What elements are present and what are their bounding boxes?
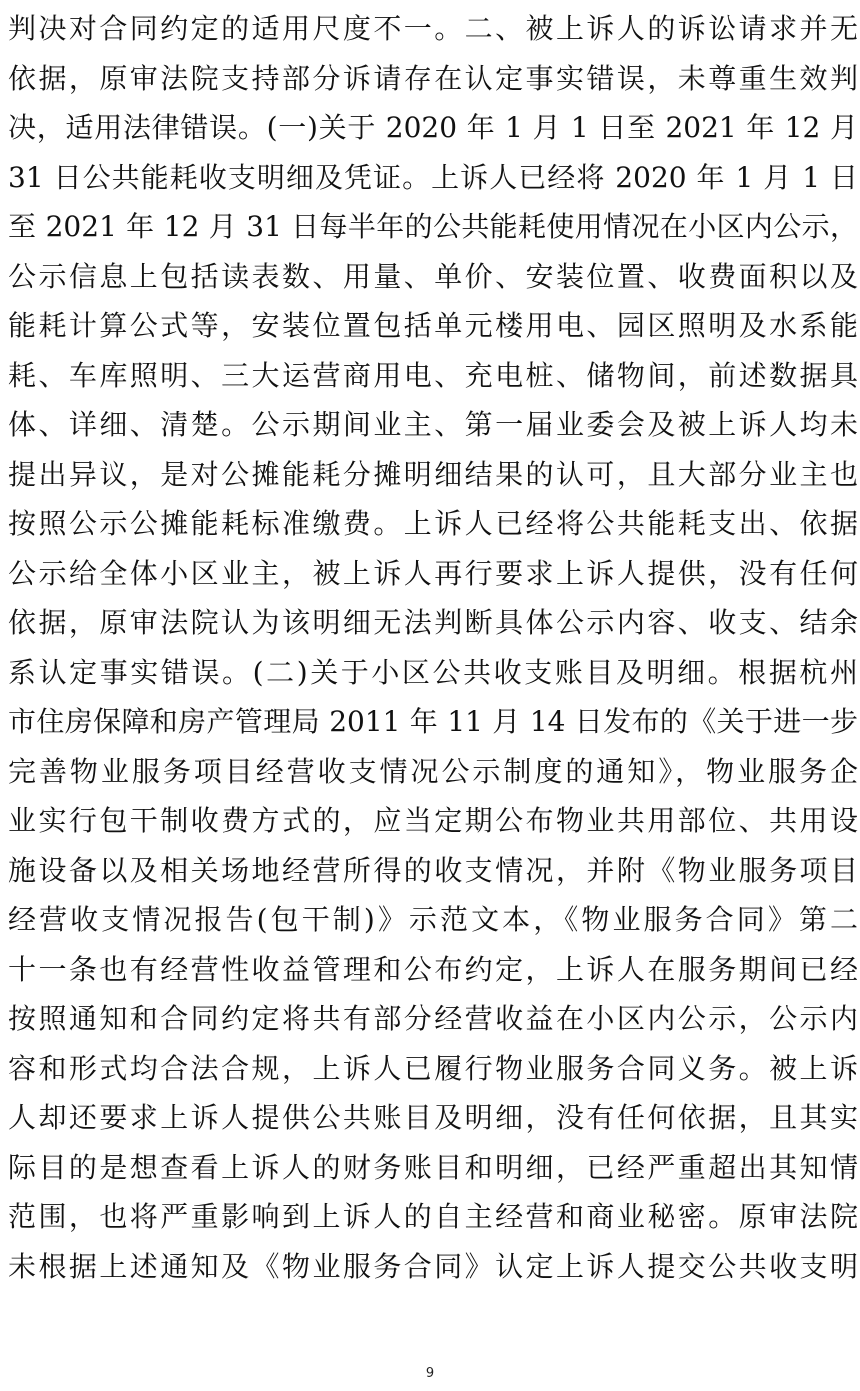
text-line: 体、详细、清楚。公示期间业主、第一届业委会及被上诉人均未 <box>8 408 858 441</box>
text-line: 际目的是想查看上诉人的财务账目和明细，已经严重超出其知情 <box>8 1150 858 1184</box>
page-number: 9 <box>425 1366 435 1381</box>
text-line: 31 日公共能耗收支明细及凭证。上诉人已经将 2020 年 1 月 1 日 <box>8 160 858 194</box>
text-line: 系认定事实错误。(二)关于小区公共收支账目及明细。根据杭州 <box>8 655 858 689</box>
text-line: 能耗计算公式等，安装位置包括单元楼用电、园区照明及水系能 <box>8 309 858 342</box>
text-line: 提出异议，是对公摊能耗分摊明细结果的认可，且大部分业主也 <box>8 457 858 491</box>
text-line: 公示信息上包括读表数、用量、单价、安装位置、收费面积以及 <box>8 259 858 293</box>
text-line: 完善物业服务项目经营收支情况公示制度的通知》，物业服务企 <box>8 754 858 788</box>
text-line: 经营收支情况报告(包干制)》示范文本，《物业服务合同》第二 <box>8 903 858 936</box>
text-line: 市住房保障和房产管理局 2011 年 11 月 14 日发布的《关于进一步 <box>8 705 858 738</box>
text-line: 决，适用法律错误。(一)关于 2020 年 1 月 1 日至 2021 年 12 月 <box>8 111 858 144</box>
text-line: 范围，也将严重影响到上诉人的自主经营和商业秘密。原审法院 <box>8 1200 858 1233</box>
text-line: 容和形式均合法合规，上诉人已履行物业服务合同义务。被上诉 <box>8 1051 858 1085</box>
text-line: 判决对合同约定的适用尺度不一。二、被上诉人的诉讼请求并无 <box>8 12 858 45</box>
text-line: 按照公示公摊能耗标准缴费。上诉人已经将公共能耗支出、依据 <box>8 507 858 540</box>
text-line: 业实行包干制收费方式的，应当定期公布物业共用部位、共用设 <box>8 804 858 837</box>
text-line: 至 2021 年 12 月 31 日每半年的公共能耗使用情况在小区内公示， <box>8 210 858 243</box>
body-text <box>8 4 858 1291</box>
text-line: 依据，原审法院认为该明细无法判断具体公示内容、收支、结余 <box>8 606 858 639</box>
text-line: 未根据上述通知及《物业服务合同》认定上诉人提交公共收支明 <box>8 1249 858 1283</box>
text-line: 按照通知和合同约定将共有部分经营收益在小区内公示，公示内 <box>8 1002 858 1035</box>
text-line: 人却还要求上诉人提供公共账目及明细，没有任何依据，且其实 <box>8 1101 858 1134</box>
text-line: 依据，原审法院支持部分诉请存在认定事实错误，未尊重生效判 <box>8 61 858 95</box>
text-line: 施设备以及相关场地经营所得的收支情况，并附《物业服务项目 <box>8 853 858 887</box>
text-line: 十一条也有经营性收益管理和公布约定，上诉人在服务期间已经 <box>8 952 858 986</box>
text-line: 公示给全体小区业主，被上诉人再行要求上诉人提供，没有任何 <box>8 556 858 590</box>
text-line: 耗、车库照明、三大运营商用电、充电桩、储物间，前述数据具 <box>8 358 858 392</box>
